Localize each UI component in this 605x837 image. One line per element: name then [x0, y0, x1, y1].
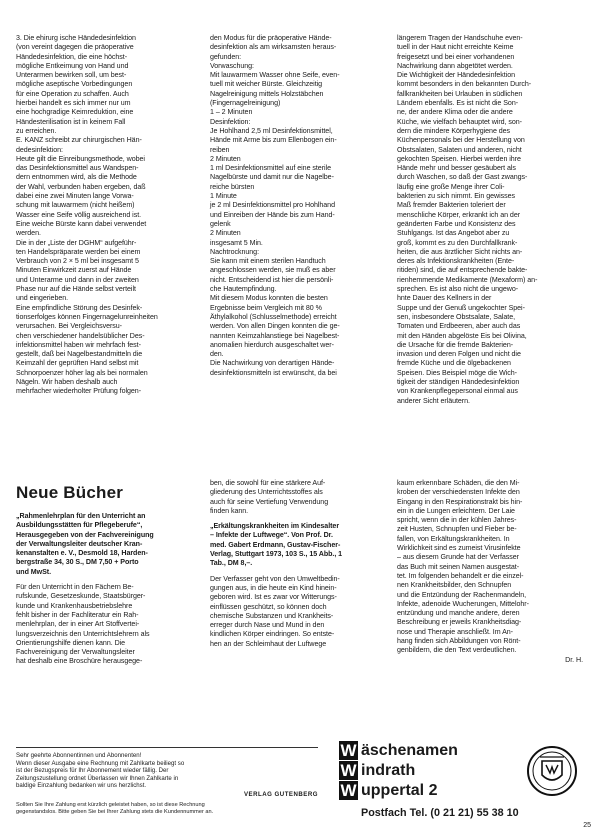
- article-line: Nachtrocknung:: [210, 247, 259, 256]
- notice-publisher: VERLAG GUTENBERG: [243, 790, 318, 798]
- review-line: fehlt bisher in der Fachliteratur ein Rah-: [16, 610, 139, 619]
- notice-line: ist der Bezugspreis für Ihr Abonnement wieder fällig. Der: [16, 767, 169, 775]
- article-line: Hände mehr und besser gesäubert als: [397, 164, 516, 173]
- article-line: reiben: [210, 145, 230, 154]
- advertisement-waeschenamen: [339, 741, 578, 823]
- article-line: Je Hohlhand 2,5 ml Desinfektionsmittel,: [210, 126, 333, 135]
- article-line: und Unterarme und dann in der zweiten: [16, 275, 139, 284]
- article-line: von Krankenpflegepersonal einmal aus: [397, 387, 518, 396]
- article-line: dabei eine zwei Minuten lange Vorwa-: [16, 192, 134, 201]
- review-line: finden kann.: [210, 506, 249, 515]
- article-line: tionserfolges können Fingernagelunreinheiten: [16, 312, 158, 321]
- reviewer-signature: Dr. H.: [565, 655, 583, 664]
- notice-line: Wenn dieser Ausgabe eine Rechnung mit Zahlkarte beiliegt so: [16, 759, 185, 767]
- article-line: gelenk: [210, 219, 231, 228]
- article-line: Stuhlgangs. Ist das Angebot aber zu: [397, 229, 510, 238]
- article-line: Nagelreinigung mittels Holzstäbchen: [210, 89, 324, 98]
- review-line: fallen, von Erkältungskrankheiten. In: [397, 534, 510, 543]
- citation-line: – Infekte der Luftwege“. Von Prof. Dr.: [210, 531, 333, 540]
- article-line: Nagelbürste und damit nur die Nagelbe-: [210, 173, 334, 182]
- page-number: 25: [583, 822, 591, 829]
- review-line: kaum erkennbare Schäden, die den Mi-: [397, 479, 520, 487]
- article-line: der Wahl, verbunden haben ergeben, daß: [16, 182, 146, 191]
- ad-text: äschenamen: [361, 742, 458, 759]
- fine-print-line: gegenstandslos. Bitte geben Sie bei Ihrer Zahlung stets die Kundennummer an.: [16, 808, 214, 815]
- citation-line: Herausgegeben von der Fachvereinigung: [16, 530, 154, 539]
- article-line: Die Wichtigkeit der Händedesinfektion: [397, 71, 516, 80]
- book-1-citation: [16, 512, 192, 577]
- article-line: Keimzahl der geprüften Hand selbst mit: [16, 359, 139, 368]
- article-line: mögliche aseptische Vorbedingungen: [16, 80, 133, 89]
- book-2-review-continued: [397, 479, 583, 656]
- book-review-column-1: [16, 512, 192, 667]
- review-line: lungsverzeichnis den Unterrichtslehrern als: [16, 629, 150, 638]
- article-line: werden.: [16, 229, 41, 238]
- review-line: erreger durch Nase und Mund in den: [210, 621, 325, 630]
- ad-initial: W: [340, 781, 357, 800]
- article-line: groß, kommt es zu den Durchfallkrank-: [397, 238, 518, 247]
- article-column-3: [397, 34, 583, 406]
- article-line: 3. Die ehirurg ische Händedesinfektion: [16, 34, 136, 42]
- article-line: Verbrauch von 2 × 5 ml bei insgesamt 5: [16, 257, 139, 266]
- book-2-citation: [210, 522, 386, 568]
- article-line: Vorwaschung:: [210, 61, 254, 70]
- article-line: 1 – 2 Minuten: [210, 108, 253, 117]
- review-line: Infekte, adenoide Wucherungen, Mittelohr-: [397, 599, 529, 608]
- article-line: das Desinfektionsmittel aus Wandspen-: [16, 164, 139, 173]
- notice-title: Sehr geehrte Abonnentinnen und Abonnenten!: [16, 752, 142, 759]
- article-line: anomalien hierdurch ausgeschaltet wer-: [210, 340, 334, 349]
- article-line: gestellt, daß bei Nagelbestandmitteln die: [16, 350, 143, 359]
- article-line: verursachen. Bei Vergleichsversu-: [16, 322, 122, 331]
- review-line: hat deshalb eine Broschüre herausgege-: [16, 657, 143, 666]
- article-line: den Modus für die präoperative Hände-: [210, 34, 332, 42]
- article-line: tuell in der Haut nicht erreichte Keime: [397, 43, 514, 52]
- review-line: hen an der Schleimhaut der Luftwege: [210, 639, 327, 648]
- article-line: Sie kann mit einem sterilen Handtuch: [210, 257, 326, 266]
- notice-body: [16, 760, 318, 790]
- notice-line: baldige Einzahlung bedanken wir uns herzlichst.: [16, 782, 147, 790]
- article-line: Wasser eine Seife völlig ausreichend ist.: [16, 210, 142, 219]
- review-line: nen Krankheitsbilder, den Schnupfen: [397, 581, 512, 590]
- article-line: je 2 ml Desinfektionsmittel pro Hohlhand: [210, 201, 335, 210]
- article-line: nannten Keimzahlanstiege bei Nagelbest-: [210, 331, 340, 340]
- article-line: zu erreichen.: [16, 126, 57, 135]
- article-line: durch Waschen, so daß der Gast zwangs-: [397, 173, 528, 182]
- article-line: insgesamt 5 Min.: [210, 238, 263, 247]
- article-line: reiche bürsten: [210, 182, 255, 191]
- review-line: rufskunde, Gesetzeskunde, Staatsbürger-: [16, 592, 146, 601]
- article-line: mögliche Entkeimung von Hand und: [16, 61, 129, 70]
- review-line: entzündung und manche andere, deren: [397, 609, 520, 618]
- review-line: Der Verfasser geht von den Umweltbedin-: [210, 574, 340, 583]
- article-line: dedesinfektion:: [16, 145, 63, 154]
- article-line: kommt besonders in den bekannten Durch-: [397, 80, 532, 89]
- ad-initial: W: [340, 741, 357, 760]
- article-line: angeschlossen werden, sie muß es aber: [210, 266, 336, 275]
- article-line: Speisen. Dies Beispiel möge die Wich-: [397, 368, 517, 377]
- article-line: Obstsalaten, Salaten und anderen, nicht: [397, 145, 522, 154]
- citation-line: bergstraße 34, 30 S., DM 7,50 + Porto: [16, 558, 139, 567]
- review-line: gliederung des Unterrichtsstoffes als: [210, 488, 323, 497]
- book-review-column-3: [397, 479, 583, 665]
- article-line: Händesterilisation ist in keinem Fall: [16, 117, 126, 126]
- article-line: werden. Von allen Dingen konnten die ge-: [210, 322, 340, 331]
- article-line: Ergebnisse beim Vergleich mit 80 %: [210, 303, 322, 312]
- article-line: (von vereint dagegen die präoperative: [16, 43, 134, 52]
- review-line: – aus diesem Grunde hat der Verfasser: [397, 553, 519, 562]
- ad-postfach-phone: Postfach Tel. (0 21 21) 55 38 10: [361, 807, 519, 819]
- article-line: ne, der andere Klima oder die andere: [397, 108, 513, 117]
- article-line: 1 ml Desinfektionsmittel auf eine sterile: [210, 164, 331, 173]
- article-line: 2 Minuten: [210, 229, 241, 238]
- article-line: mehrfacher wiederholter Prüfung folgen-: [16, 387, 142, 396]
- article-line: nicht. Entscheidend ist hier die persönli-: [210, 275, 334, 284]
- article-line: Mit diesem Modus konnten die besten: [210, 294, 328, 303]
- review-line: ben, die sowohl für eine stärkere Auf-: [210, 479, 326, 487]
- article-line: Tomaten und Erdbeeren, aber auch das: [397, 322, 521, 331]
- review-line: Orientierungshilfe dienen kann. Die: [16, 638, 126, 647]
- article-line: Nachwirkung dann abgetötet werden.: [397, 61, 513, 70]
- article-line: läufig eine große Menge ihrer Coli-: [397, 182, 505, 191]
- review-line: Wirklichkeit sind es zumeist Virusinfekte: [397, 544, 521, 553]
- review-line: Für den Unterricht in den Fächern Be-: [16, 583, 134, 592]
- review-line: Fachvereinigung der Verwaltungsleiter: [16, 648, 135, 657]
- article-line: bakterien zu sich nimmt. Ein gewisses: [397, 192, 516, 201]
- article-line: anderer Sicht erläutern.: [397, 396, 470, 405]
- article-line: und eingerieben.: [16, 294, 69, 303]
- citation-line: kenanstalten e. V., Desmold 18, Harden-: [16, 549, 148, 558]
- review-line: einflüssen geschützt, so können doch: [210, 602, 327, 611]
- article-line: geänderten Farbe und Konsistenz des: [397, 219, 516, 228]
- article-line: Küche, wie vielfach behauptet wird, son-: [397, 117, 522, 126]
- article-line: 1 Minute: [210, 192, 237, 201]
- crest-logo-icon: [526, 745, 578, 797]
- article-line: rienhemmende Medikamente (Mexaform) an-: [397, 275, 538, 284]
- article-line: hnte Dauer des Kellners in der: [397, 294, 492, 303]
- citation-line: „Erkältungskrankheiten im Kindesalter: [210, 522, 340, 531]
- article-line: Die Nachwirkung von derartigen Hände-: [210, 359, 335, 368]
- article-line: längerem Tragen der Handschuhe even-: [397, 34, 523, 42]
- citation-line: Tab., DM 8,–.: [210, 559, 253, 568]
- article-line: dern entnommen wird, als die Methode: [16, 173, 137, 182]
- article-line: Unterarmen bewirken soll, um best-: [16, 71, 127, 80]
- citation-line: Verlag, Stuttgart 1973, 103 S., 15 Abb., 1: [210, 550, 343, 559]
- article-line: Schnorpoenzer höher lag als bei normalen: [16, 368, 148, 377]
- article-line: Nägeln. Wir haben deshalb auch: [16, 377, 118, 386]
- article-line: freigesetzt und bei einer vorhandenen: [397, 52, 515, 61]
- article-column-1: [16, 34, 192, 397]
- ad-text: uppertal 2: [361, 782, 438, 799]
- review-line: nose und Therapie anschließt. Im An-: [397, 627, 513, 636]
- citation-line: Ausbildungsstätten für Pflegeberufe“,: [16, 521, 143, 530]
- review-line: chemische Substanzen und Krankheits-: [210, 611, 334, 620]
- article-line: (Fingernagelreinigung): [210, 99, 281, 108]
- article-line: invasion und deren Folgen und nicht die: [397, 350, 521, 359]
- article-line: infektionsmittel haben wir mehrfach fest-: [16, 340, 141, 349]
- article-line: Äthylalkohol (Schlusselmethode) erreicht: [210, 312, 337, 321]
- article-line: und Einreiben der Hände bis zum Hand-: [210, 210, 335, 219]
- subscriber-notice: [16, 747, 318, 824]
- review-line: kindlichen Körper eindringen. So entste-: [210, 630, 335, 639]
- notice-fine-print: [16, 802, 318, 816]
- article-line: Mit lauwarmem Wasser ohne Seife, even-: [210, 71, 340, 80]
- book-2-review: [210, 575, 386, 649]
- article-line: Händedesinfektion, die eine höchst-: [16, 52, 128, 61]
- article-line: desinfektionsmitteln ist erwünscht, da bei: [210, 368, 337, 377]
- review-line: ein in die Lungen erleichtern. Der Laie: [397, 506, 515, 515]
- article-line: für eine Operation zu schaffen. Auch: [16, 89, 129, 98]
- article-line: Heute gilt die Einreibungsmethode, wobei: [16, 154, 145, 163]
- article-line: gefunden:: [210, 52, 242, 61]
- citation-line: der Verwaltungsleiter deutscher Kran-: [16, 539, 143, 548]
- article-line: Minuten Einwirkzeit zuerst auf Hände: [16, 266, 132, 275]
- review-line: genbildern, die den Text verdeutlichen.: [397, 646, 517, 655]
- article-line: tuell mit weicher Bürste. Gleichzeitig: [210, 80, 323, 89]
- citation-line: med. Gabert Erdmann, Gustav-Fischer-: [210, 540, 341, 549]
- article-line: gekochten Speisen. Hierbei werden ihre: [397, 154, 521, 163]
- article-line: Ländern ebenfalls. Es ist nicht die Son-: [397, 99, 519, 108]
- fine-print-line: Sollten Sie Ihre Zahlung erst kürzlich geleistet haben, so ist diese Rechnung: [16, 801, 205, 808]
- article-line: fallkrankheiten bei Urlauben in südlichen: [397, 89, 523, 98]
- article-line: ten Handelspräparate werden bei einem: [16, 247, 141, 256]
- review-line: Eingang in den Respirationstrakt bis hin-: [397, 497, 523, 506]
- article-line: Phase nur auf die Hände selbst verteilt: [16, 285, 136, 294]
- article-line: Küchenpersonals bei der Herstellung von: [397, 136, 525, 145]
- book-1-review: [16, 583, 192, 667]
- article-line: desinfektion als am wirksamsten heraus-: [210, 43, 337, 52]
- article-line: Hände mit Arme bis zum Ellenbogen ein-: [210, 136, 337, 145]
- article-line: E. KANZ schreibt zur chirurgischen Hän-: [16, 136, 142, 145]
- review-line: das Buch mit seinen Namen ausgestat-: [397, 562, 520, 571]
- article-line: Desinfektion:: [210, 117, 251, 126]
- article-line: dern die mindere Körperhygiene des: [397, 126, 511, 135]
- review-line: gungen aus, in die heute ein Kind hinein-: [210, 583, 337, 592]
- article-column-2: [210, 34, 386, 378]
- article-line: sen, insbesondere Obstsalate, Salate,: [397, 312, 516, 321]
- article-line: che Hautempfindung.: [210, 285, 277, 294]
- citation-line: und MwSt.: [16, 567, 52, 576]
- ad-initial: W: [340, 761, 357, 780]
- article-line: sprechen. Es ist also nicht die ungewo-: [397, 285, 519, 294]
- article-line: Maß fremder Bakterien toleriert der: [397, 201, 506, 210]
- section-heading-neue-buecher: Neue Bücher: [16, 483, 124, 502]
- article-line: deres als Infektionskrankheiten (Ente-: [397, 257, 515, 266]
- notice-line: Zeitungszustellung ordnet Überlassen wir Ihnen Zahlkarte in: [16, 774, 179, 782]
- article-line: 2 Minuten: [210, 154, 241, 163]
- ad-text: indrath: [361, 762, 416, 779]
- review-line: tet. Im folgenden behandelt er die einzel-: [397, 571, 524, 580]
- review-line: Beschreibung er jeweils Krankheitsdiag-: [397, 618, 522, 627]
- review-line: zeit Husten, Schnupfen und Fieber be-: [397, 525, 517, 534]
- article-line: Eine empfindliche Störung des Desinfek-: [16, 303, 143, 312]
- review-line: hang finden sich Abbildungen von Rönt-: [397, 637, 521, 646]
- review-line: menlehrplan, der in einer Art Stoffvertei-: [16, 620, 140, 629]
- review-line: auch für seine Vertiefung Verwendung: [210, 497, 329, 506]
- article-line: eine hochgradige Keimreduktion, eine: [16, 108, 134, 117]
- book-review-column-2: [210, 479, 386, 649]
- article-line: fremde Küche und die ölgebackenen: [397, 359, 511, 368]
- book-1-review-continued: [210, 479, 386, 516]
- review-line: und die Entzündung der Rachenmandeln,: [397, 590, 527, 599]
- article-line: tigkeit der ständigen Händedesinfektion: [397, 377, 520, 386]
- article-line: chen verschiedener handelsüblicher Des-: [16, 331, 145, 340]
- article-line: menschliche Körper, erkrankt ich an der: [397, 210, 521, 219]
- article-line: den.: [210, 350, 224, 359]
- article-line: heiten, die aus ärztlicher Sicht nichts an-: [397, 247, 523, 256]
- article-line: ritiden) sind, die auf entsprechende bakte-: [397, 266, 528, 275]
- review-line: geboren wird. Ist es zwar vor Witterungs-: [210, 593, 337, 602]
- article-line: Eine weiche Bürste kann dabei verwendet: [16, 219, 147, 228]
- article-line: mit den Händen abgelöste Eis bei Olivina,: [397, 331, 527, 340]
- review-line: kunde und Krankenhausbetriebslehre: [16, 601, 133, 610]
- article-line: hierbei handelt es sich immer nur um: [16, 99, 131, 108]
- review-line: spricht, wenn die in der kühlen Jahres-: [397, 516, 517, 525]
- article-line: schung mit lauwarmem (nicht heißem): [16, 201, 135, 210]
- review-line: kroben der verschiedensten Infekte den: [397, 488, 520, 497]
- article-line: Die in der „Liste der DGHM“ aufgeführ-: [16, 238, 137, 247]
- article-line: die Ursache für die fremde Bakterien-: [397, 340, 514, 349]
- citation-line: „Rahmenlehrplan für den Unterricht an: [16, 512, 146, 520]
- article-line: Suppe und der Genuß ungekochter Spei-: [397, 303, 525, 312]
